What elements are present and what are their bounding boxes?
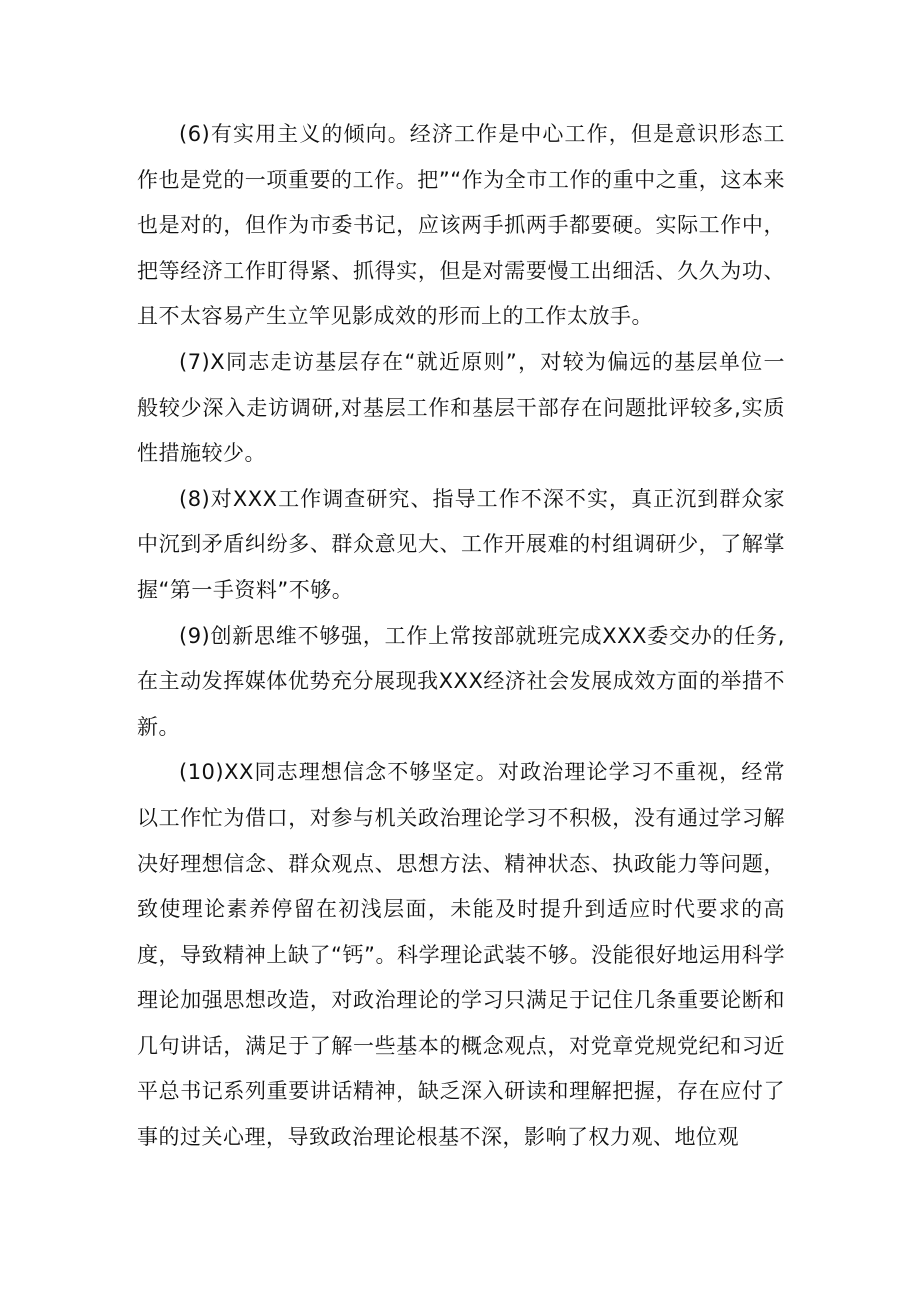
paragraph-7: (7)X同志走访基层存在“就近原则”，对较为偏远的基层单位一般较少深入走访调研,对基层工作和基层干部存在问题批评较多,实质性措施较少。 — [137, 349, 785, 466]
paragraph-6: (6)有实用主义的倾向。经济工作是中心工作，但是意识形态工作也是党的一项重要的工作。把”“作为全市工作的重中之重，这本来也是对的，但作为市委书记，应该两手抓两手都要硬。实际工作中，把等经济工作盯得紧、抓得实，但是对需要慢工出细活、久久为功、且不太容易产生立竿见影成效的形而上的工作太放手。 — [137, 122, 785, 329]
paragraph-9: (9)创新思维不够强，工作上常按部就班完成XXX委交办的任务,在主动发挥媒体优势充分展现我XXX经济社会发展成效方面的举措不新。 — [137, 623, 785, 739]
paragraph-10: (10)XX同志理想信念不够坚定。对政治理论学习不重视，经常以工作忙为借口，对参与机关政治理论学习不积极，没有通过学习解决好理想信念、群众观点、思想方法、精神状态、执政能力等问题，致使理论素养停留在初浅层面，未能及时提升到适应时代要求的高度，导致精神上缺了“钙”。科学理论武装不够。没能很好地运用科学理论加强思想改造，对政治理论的学习只满足于记住几条重要论断和几句讲话，满足于了解一些基本的概念观点，对党章党规党纪和习近平总书记系列重要讲话精神，缺乏深入研读和理解把握，存在应付了事的过关心理，导致政治理论根基不深，影响了权力观、地位观 — [137, 760, 785, 1150]
paragraph-8: (8)对XXX工作调查研究、指导工作不深不实，真正沉到群众家中沉到矛盾纠纷多、群众意见大、工作开展难的村组调研少，了解掌握“第一手资料”不够。 — [137, 486, 785, 602]
document-body — [137, 112, 785, 1161]
